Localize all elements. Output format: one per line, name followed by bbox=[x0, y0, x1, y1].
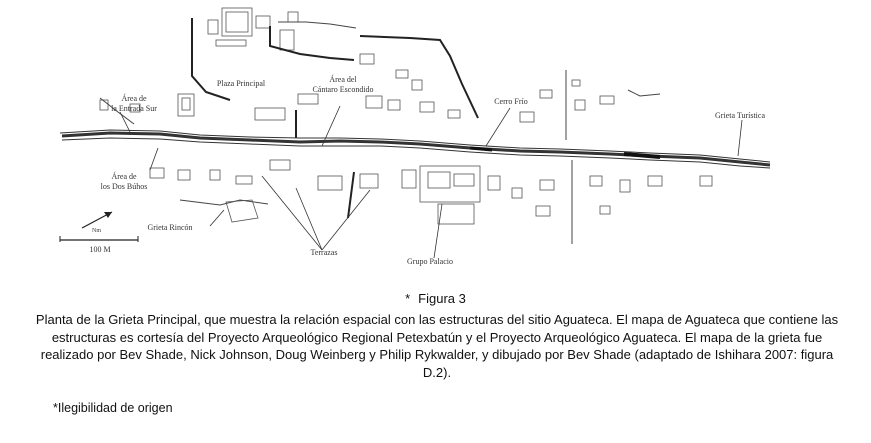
label-dos-buhos-2: los Dos Búhos bbox=[100, 182, 148, 191]
label-terrazas: Terrazas bbox=[310, 248, 338, 257]
label-grieta-rincon: Grieta Rincón bbox=[147, 223, 193, 232]
label-dos-buhos: Área de bbox=[111, 172, 137, 181]
label-entrada-sur-2: la Entrada Sur bbox=[111, 104, 157, 113]
source-note: *Ilegibilidad de origen bbox=[53, 401, 173, 415]
structures-top-left bbox=[100, 8, 614, 122]
main-fissure bbox=[60, 130, 770, 168]
figure-title-text: Figura 3 bbox=[418, 291, 466, 306]
figure-marker: * bbox=[405, 291, 411, 306]
north-arrow-label: Nm bbox=[92, 228, 101, 234]
structures-south bbox=[150, 160, 712, 224]
label-leaders bbox=[120, 106, 742, 258]
label-cantaro: Área del bbox=[329, 75, 357, 84]
label-cerro-frio: Cerro Frío bbox=[494, 97, 528, 106]
scale-bar bbox=[60, 236, 138, 254]
label-plaza-principal: Plaza Principal bbox=[216, 79, 266, 88]
label-cantaro-2: Cántaro Escondido bbox=[312, 85, 374, 94]
figure-caption: Planta de la Grieta Principal, que muestra la relación espacial con las estructuras del sitio Aguateca. El mapa de Aguateca que contiene las estructuras es cortesía del Proyecto Arqueológico Regional Petexbatún y el Proyecto Arqueológico Aguateca. El mapa de la grieta fue realizado por Bev Shade, Nick Johnson, Doug Weinberg y Philip Rykwalder, y dibujado por Bev Shade (adaptado de Ishihara 2007: figura D.2). bbox=[35, 312, 839, 380]
map-labels bbox=[101, 74, 766, 266]
figure-title bbox=[0, 291, 871, 306]
label-grupo-palacio: Grupo Palacio bbox=[407, 257, 453, 266]
label-grieta-turistica: Grieta Turística bbox=[715, 111, 765, 120]
north-arrow bbox=[82, 212, 112, 234]
label-entrada-sur: Área de bbox=[121, 94, 147, 103]
scale-bar-label: 100 M bbox=[89, 245, 111, 254]
